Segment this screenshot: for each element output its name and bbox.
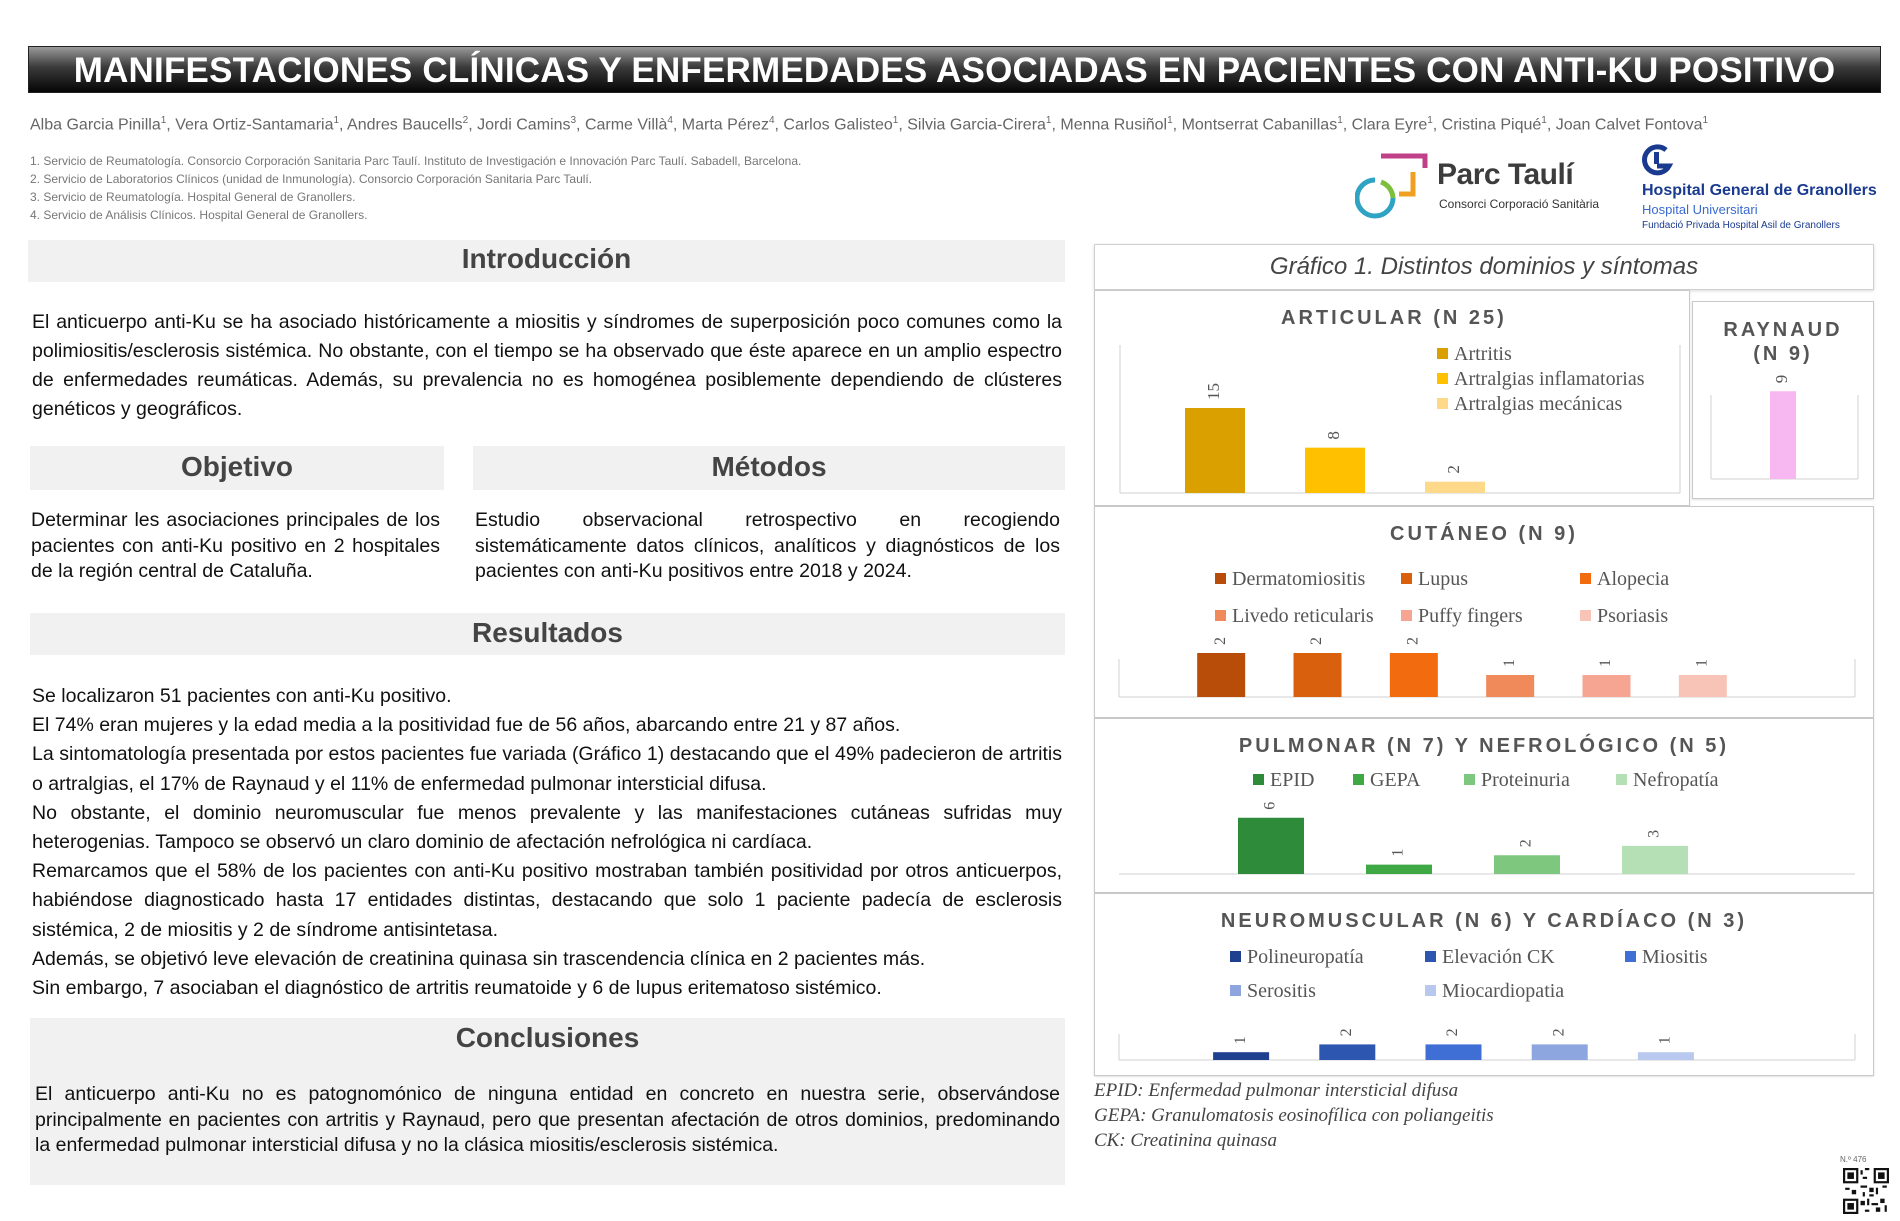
- legend-swatch: [1437, 398, 1448, 409]
- intro-heading: Introducción: [28, 240, 1065, 282]
- conclusiones-text: El anticuerpo anti-Ku no es patognomónico de ninguna entidad en concreto en nuestra serie, observándose principalmente en pacientes con artritis y Raynaud, pero que presentan afectación de otros dominios, predominando la enfermedad pulmonar intersticial difusa y no la clásica miositis/esclerosis sistémica.: [35, 1083, 1060, 1156]
- legend-label: Miocardiopatia: [1442, 980, 1565, 1002]
- chart-footnotes: [1094, 1078, 1494, 1153]
- bar-livedo-reticularis: [1486, 675, 1534, 697]
- legend-label: Lupus: [1418, 568, 1468, 590]
- data-label: 6: [1261, 801, 1279, 810]
- legend-swatch: [1425, 951, 1436, 962]
- data-label: 8: [1323, 431, 1343, 440]
- author-affiliation-number: 1: [1427, 115, 1433, 126]
- legend-label: Serositis: [1247, 980, 1316, 1002]
- data-label: 1: [1389, 848, 1407, 857]
- legend-swatch: [1437, 348, 1448, 359]
- bar-lupus: [1294, 653, 1342, 697]
- pulmonar-title: PULMONAR (N 7) Y NEFROLÓGICO (N 5): [1238, 735, 1730, 757]
- data-label: 3: [1645, 829, 1663, 838]
- legend-label: Livedo reticularis: [1232, 605, 1374, 627]
- author-name: Silvia Garcia-Cirera: [907, 116, 1046, 134]
- raynaud-chart: [1693, 302, 1875, 500]
- bar-gepa: [1366, 865, 1432, 874]
- bar-miositis: [1426, 1044, 1482, 1060]
- legend-label: Polineuropatía: [1247, 946, 1364, 968]
- author-name: Andres Baucells: [347, 116, 463, 134]
- poster-title: MANIFESTACIONES CLÍNICAS Y ENFERMEDADES ASOCIADAS EN PACIENTES CON ANTI-KU POSITIVO: [28, 46, 1881, 93]
- data-label: 2: [1308, 637, 1326, 645]
- footnote-epid: EPID: Enfermedad pulmonar intersticial difusa: [1094, 1080, 1459, 1101]
- data-label: 2: [1517, 839, 1535, 848]
- legend-label: Artralgias inflamatorias: [1454, 368, 1645, 390]
- author-affiliation-number: 1: [1337, 115, 1343, 126]
- legend-swatch: [1215, 573, 1226, 584]
- granollers-logo: [1640, 140, 1880, 232]
- author-name: Cristina Piqué: [1441, 116, 1542, 134]
- resultados-text: [32, 682, 1062, 1003]
- bar-serositis: [1532, 1044, 1588, 1060]
- data-label: 1: [1693, 659, 1711, 667]
- author-name: Clara Eyre: [1351, 116, 1428, 134]
- legend-miocardiopatia: [1425, 980, 1564, 1003]
- legend-miositis: [1625, 946, 1708, 969]
- legend-label: Nefropatía: [1633, 769, 1719, 791]
- legend-swatch: [1580, 573, 1591, 584]
- author-name: Montserrat Cabanillas: [1181, 116, 1338, 134]
- bar-puffy-fingers: [1583, 675, 1631, 697]
- results-line-6: Además, se objetivó leve elevación de creatinina quinasa sin trascendencia clínica en 2 pacientes más.: [32, 947, 926, 970]
- parc-tauli-logo: [1355, 148, 1615, 224]
- legend-lupus: [1401, 568, 1468, 591]
- author-affiliation-number: 1: [333, 115, 340, 126]
- legend-swatch: [1230, 951, 1241, 962]
- legend-swatch: [1401, 610, 1412, 621]
- cutaneo-title: CUTÁNEO (N 9): [1390, 523, 1578, 545]
- legend-alopecia: [1580, 568, 1669, 591]
- granollers-name: Hospital General de Granollers: [1642, 182, 1877, 199]
- parc-tauli-name: Parc Taulí: [1437, 158, 1574, 191]
- results-line-5: Remarcamos que el 58% de los pacientes con anti-Ku positivo mostraban también positividad por otros anticuerpos, habiéndose diagnosticado hasta 17 entidades distintas, destacando que solo 1 paciente padecía de esclerosis sistémica, 2 de miositis y 2 de síndrome antisintetasa.: [32, 860, 1062, 941]
- legend-swatch: [1353, 774, 1364, 785]
- author-affiliation-number: 1: [1167, 115, 1173, 126]
- author-affiliation-number: 2: [462, 115, 469, 126]
- conclusiones-heading: Conclusiones: [455, 1022, 640, 1053]
- legend-proteinuria: [1464, 769, 1570, 792]
- author-affiliation-number: 1: [1702, 115, 1709, 126]
- author-affiliation-number: 1: [160, 115, 167, 126]
- legend-artritis: [1437, 343, 1512, 366]
- results-line-4: No obstante, el dominio neuromuscular fue menos prevalente y las manifestaciones cutáneas sufridas muy heterogenias. Tampoco se observó un claro dominio de afectación nefrológica ni cardíaca.: [32, 801, 1062, 854]
- parc-tauli-subtitle: Consorci Corporació Sanitària: [1439, 197, 1600, 211]
- legend-label: Psoriasis: [1597, 605, 1669, 627]
- legend-serositis: [1230, 980, 1316, 1003]
- author-affiliation-number: 1: [1045, 115, 1052, 126]
- results-line-1: Se localizaron 51 pacientes con anti-Ku positivo.: [32, 685, 452, 707]
- legend-gepa: [1353, 769, 1420, 792]
- legend-psoriasis: [1580, 605, 1668, 628]
- bar-psoriasis: [1679, 675, 1727, 697]
- legend-label: Artritis: [1454, 343, 1512, 365]
- panel-neuromuscular: [1094, 893, 1874, 1076]
- bar-alopecia: [1390, 653, 1438, 697]
- bar-proteinuria: [1494, 855, 1560, 874]
- legend-label: Elevación CK: [1442, 946, 1555, 968]
- footnote-ck: CK: Creatinina quinasa: [1094, 1130, 1277, 1151]
- data-label: 2: [1444, 1028, 1462, 1037]
- granollers-logo-icon: [1640, 142, 1674, 180]
- legend-swatch: [1464, 774, 1475, 785]
- intro-text: El anticuerpo anti-Ku se ha asociado históricamente a miositis y síndromes de superposición poco comunes como la polimiositis/esclerosis sistémica. No obstante, con el tiempo se ha observado que éste aparece en un amplio espectro de enfermedades reumáticas. Además, su prevalencia no es homogénea posiblemente dependiendo de clústeres genéticos y geográficos.: [32, 311, 1062, 420]
- author-name: Vera Ortiz-Santamaria: [175, 116, 334, 134]
- data-label: 2: [1211, 637, 1229, 645]
- author-affiliation-number: 4: [667, 115, 673, 126]
- legend-livedo: [1215, 605, 1374, 628]
- author-name: Marta Pérez: [681, 116, 769, 134]
- legend-label: Puffy fingers: [1418, 605, 1523, 627]
- objetivo-heading: Objetivo: [30, 446, 444, 490]
- chart-title: Gráfico 1. Distintos dominios y síntomas: [1094, 244, 1874, 290]
- data-label: 2: [1443, 465, 1463, 474]
- legend-swatch: [1401, 573, 1412, 584]
- affiliation-1: 1. Servicio de Reumatología. Consorcio Corporación Sanitaria Parc Taulí. Instituto de Investigación e Innovación Parc Taulí. Sabadell, Barcelona.: [30, 154, 802, 168]
- neuromuscular-title: NEUROMUSCULAR (N 6) Y CARDÍACO (N 3): [1220, 910, 1748, 932]
- data-label: 1: [1500, 659, 1518, 667]
- legend-swatch: [1616, 774, 1627, 785]
- legend-swatch: [1437, 373, 1448, 384]
- data-label: 1: [1597, 659, 1615, 667]
- objetivo-text: Determinar les asociaciones principales de los pacientes con anti-Ku positivo en 2 hospitales de la región central de Cataluña.: [31, 509, 440, 582]
- legend-label: GEPA: [1370, 769, 1421, 791]
- author-affiliation-number: 3: [570, 115, 577, 126]
- bar-polineuropatía: [1213, 1052, 1269, 1060]
- raynaud-title-line-2: (N 9): [1753, 343, 1813, 365]
- author-affiliation-number: 1: [892, 115, 899, 126]
- data-label: 9: [1771, 374, 1791, 384]
- metodos-text: Estudio observacional retrospectivo en recogiendo sistemáticamente datos clínicos, analíticos y diagnósticos de los pacientes con anti-Ku positivos entre 2018 y 2024.: [475, 509, 1060, 582]
- panel-cutaneo: [1094, 506, 1874, 718]
- bar-epid: [1238, 818, 1304, 874]
- author-name: Joan Calvet Fontova: [1555, 116, 1703, 134]
- data-label: 2: [1404, 637, 1422, 645]
- qr-code-icon: [1843, 1168, 1889, 1214]
- author-name: Carlos Galisteo: [783, 116, 893, 134]
- raynaud-title-line-1: RAYNAUD: [1723, 319, 1843, 341]
- granollers-university: Hospital Universitari: [1642, 202, 1758, 217]
- data-label: 15: [1203, 383, 1223, 400]
- legend-swatch: [1425, 985, 1436, 996]
- author-name: Jordi Camins: [477, 116, 571, 134]
- author-list: Alba Garcia Pinilla$^1$, Vera Ortiz-Santamaria$^1$, Andres Baucells$^2$, Jordi Camins$^3$, Carme Villà$^4$, Marta Pérez$^4$, Carlos Galisteo$^1$, Silvia Garcia-Cirera$^1$, Menna Rusiñol$^1$, Montserrat Cabanillas$^1$, Clara Eyre$^1$, Cristina Piqué$^1$, Joan Calvet Fontova$^1$: [30, 115, 1709, 134]
- legend-label: Dermatomiositis: [1232, 568, 1366, 590]
- affiliation-2: 2. Servicio de Laboratorios Clínicos (unidad de Inmunología). Consorcio Corporación Sanitaria Parc Taulí.: [30, 172, 593, 186]
- data-label: 1: [1231, 1036, 1249, 1045]
- panel-articular: [1094, 290, 1690, 506]
- pulmonar-chart: [1095, 719, 1875, 894]
- author-affiliation-number: 1: [1541, 115, 1547, 126]
- author-affiliation-number: 4: [768, 115, 775, 126]
- legend-artralgias-inflamatorias: [1437, 368, 1645, 391]
- footnote-gepa: GEPA: Granulomatosis eosinofílica con poliangeitis: [1094, 1105, 1494, 1126]
- results-line-3: La sintomatología presentada por estos pacientes fue variada (Gráfico 1) destacando que el 49% padecieron de artritis o artralgias, el 17% de Raynaud y el 11% de enfermedad pulmonar intersticial difusa.: [32, 743, 1062, 795]
- bar-nefropatía: [1622, 846, 1688, 874]
- metodos-heading: Métodos: [473, 446, 1065, 490]
- results-line-7: Sin embargo, 7 asociaban el diagnóstico de artritis reumatoide y 6 de lupus eritematoso sistémico.: [32, 977, 882, 1000]
- parc-tauli-logo-icon: [1355, 148, 1435, 224]
- legend-label: Artralgias mecánicas: [1454, 393, 1623, 415]
- poster-number: N.º 476: [1840, 1155, 1867, 1164]
- data-label: 2: [1550, 1028, 1568, 1037]
- panel-pulmonar: [1094, 718, 1874, 893]
- legend-swatch: [1253, 774, 1264, 785]
- affiliation-3: 3. Servicio de Reumatología. Hospital General de Granollers.: [30, 190, 356, 204]
- legend-label: Alopecia: [1597, 568, 1670, 590]
- results-line-2: El 74% eran mujeres y la edad media a la positividad fue de 56 años, abarcando entre 21 y 87 años.: [32, 714, 901, 737]
- bar-raynaud: [1770, 391, 1796, 479]
- legend-swatch: [1215, 610, 1226, 621]
- legend-epid: [1253, 769, 1314, 792]
- legend-elevacion-ck: [1425, 946, 1555, 969]
- data-label: 2: [1337, 1028, 1355, 1037]
- author-name: Carme Villà: [584, 116, 668, 134]
- bar-elevación-ck: [1319, 1044, 1375, 1060]
- panel-raynaud: [1692, 301, 1874, 499]
- legend-swatch: [1230, 985, 1241, 996]
- legend-label: EPID: [1270, 769, 1315, 791]
- bar-artralgias-mecánicas: [1425, 482, 1485, 493]
- articular-title: ARTICULAR (N 25): [1281, 307, 1507, 329]
- legend-swatch: [1625, 951, 1636, 962]
- bar-miocardiopatia: [1638, 1052, 1694, 1060]
- legend-polineuropatia: [1230, 946, 1364, 969]
- data-label: 1: [1656, 1036, 1674, 1045]
- legend-swatch: [1580, 610, 1591, 621]
- bar-dermatomiositis: [1197, 653, 1245, 697]
- resultados-heading: Resultados: [30, 613, 1065, 655]
- granollers-foundation: Fundació Privada Hospital Asil de Granollers: [1642, 220, 1840, 231]
- legend-artralgias-mecanicas: [1437, 393, 1622, 416]
- author-name: Alba Garcia Pinilla: [30, 116, 161, 134]
- affiliations: [30, 152, 801, 224]
- bar-artritis: [1185, 408, 1245, 493]
- legend-nefropatia: [1616, 769, 1719, 792]
- legend-label: Proteinuria: [1481, 769, 1570, 791]
- bar-artralgias-inflamatorias: [1305, 448, 1365, 493]
- legend-puffy-fingers: [1401, 605, 1523, 628]
- legend-dermatomiositis: [1215, 568, 1365, 591]
- author-name: Menna Rusiñol: [1060, 116, 1168, 134]
- legend-label: Miositis: [1642, 946, 1708, 968]
- affiliation-4: 4. Servicio de Análisis Clínicos. Hospital General de Granollers.: [30, 208, 368, 222]
